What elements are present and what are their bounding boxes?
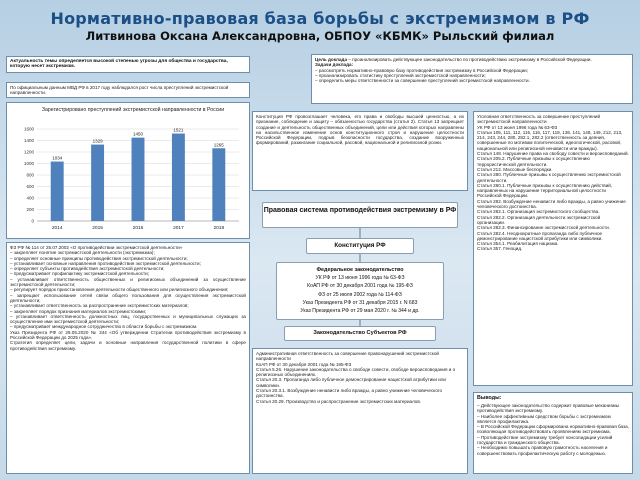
bar-value-label: 1265 (213, 142, 224, 148)
bar-2017 (172, 134, 185, 221)
subjects-law-node: Законодательство Субъектов РФ (284, 326, 436, 341)
federal-law-text: ФЗ РФ № 114 от 25.07.2002 «О противодействии экстремистской деятельности» – закрепляет понятие экстремистской деятельности (экстремизма); – определяет основные принципы противодействия экстремистской деятельности; – устанавливает основные направления противодействия экстремистской деятельности; – определяет субъекты противодействия экстремистской деятельности; – предусматривает профилактику экстремистской деятельности; – устанавливает ответственность общественных и религиозных объединений за осуществление экстремистской деятельности; – регулирует порядок приостановления деятельности общественного или религиозного объединения; – запрещает использование сетей связи общего пользования для осуществления экстремистской деятельности; – устанавливает ответственность за распространение экстремистских материалов; – закрепляет порядок признания материалов экстремистскими; – устанавливает ответственность должностных лиц, государственных и муниципальных служащих за осуществление ими экстремистской деятельности; – предусматривает международное сотрудничество в области борьбы с экстремизмом. Указ Президента РФ от 29.05.2020 № 344 «Об утверждении Стратегии противодействия экстремизму в Российской Федерации до 2025 года». Стратегия определяет цели, задачи и основные направления государственной политики в сфере противодействия экстремизму. (10, 245, 246, 351)
constitution-text: Конституция РФ провозглашает человека, его права и свободы высшей ценностью, а их признание, соблюдение и защиту – обязанностью государства (статья 2). Статья 13 запрещает создание и деятельность общественных объединений, цели или действия которых направлены на насильственное изменение основ конституционного строя и нарушение целостности Российской Федерации, подрыв безопасности государства, создание вооруженных формирований, разжигание социальной, расовой, национальной и религиозной розни. (256, 114, 464, 146)
criminal-liability-box (473, 111, 633, 386)
stats-note-box (6, 82, 250, 98)
criminal-liability-text: Уголовная ответственность за совершение преступлений экстремистской направленности УК РФ от 13 июня 1996 года № 63-ФЗ Статьи 105, 111, 112, 115, 116, 117, 119, 136, 141, 148, 149, 212, 213, 214, 243, 244, 280, 282.1, 282.2 (ответственность за деяния, совершенные по мотивам политической, идеологической, расовой, национальной или религиозной ненависти или вражды). Статья 148. Нарушение права на свободу совести и вероисповеданий. Статья 205.2. Публичные призывы к осуществлению террористической деятельности. Статья 212. Массовые беспорядки. Статья 280. Публичные призывы к осуществлению экстремистской деятельности. Статья 280.1. Публичные призывы к осуществлению действий, направленных на нарушение территориальной целостности Российской Федерации. Статья 282. Возбуждение ненависти либо вражды, а равно унижение человеческого достоинства. Статья 282.1. Организация экстремистского сообщества. Статья 282.2. Организация деятельности экстремистской организации. Статья 282.3. Финансирование экстремистской деятельности. Статья 282.4. Неоднократные пропаганда либо публичное демонстрирование нацистской атрибутики или символики. Статья 354.1. Реабилитация нацизма. Статья 357. Геноцид. (477, 114, 629, 252)
y-tick-label: 400 (26, 195, 34, 201)
constitution-node: Конституция РФ (306, 238, 414, 254)
federal-law-box (6, 242, 250, 474)
x-tick-label: 2014 (51, 226, 63, 231)
bar-value-label: 1450 (132, 131, 144, 137)
bar-value-label: 1521 (173, 127, 184, 133)
poster-subtitle: Литвинова Оксана Александровна, ОБПОУ «КБМК» Рыльский филиал (85, 29, 555, 43)
relevance-box (6, 56, 250, 73)
conclusions-text: – Действующее законодательство содержит правовые механизмы противодействия экстремизму. – Наиболее эффективным средством борьбы с экстремизмом является профилактика. – В Российской Федерации сформирована нормативно-правовая база, позволяющая противодействовать проявлениям экстремизма. – Противодействие экстремизму требует консолидации усилий государства и гражданского общества. – Необходимо повышать правовую грамотность населения и совершенствовать профилактическую работу с молодежью. (477, 403, 629, 456)
tasks-text: – рассмотреть нормативно-правовую базу противодействия экстремизму в Российской Федерации; – проанализировать статистику преступлений экстремистской направленности; – определить меры ответственности за совершение преступлений экстремистской направленности. (315, 67, 530, 84)
admin-liability-box (252, 348, 468, 474)
admin-liability-text: Административная ответственность за совершение правонарушений экстремистской направленности КоАП РФ от 30 декабря 2001 года № 195-ФЗ Статья 5.26. Нарушение законодательства о свободе совести, свободе вероисповедания и о религиозных объединениях. Статья 20.3. Пропаганда либо публичное демонстрирование нацистской атрибутики или символики. Статья 20.3.1. Возбуждение ненависти либо вражды, а равно унижение человеческого достоинства. Статья 20.29. Производство и распространение экстремистских материалов. (256, 351, 456, 404)
tasks-label: Задачи доклада: (315, 62, 354, 68)
bar-2016 (132, 138, 145, 221)
federal-law-list: УК РФ от 13 июня 1996 года № 63-ФЗ КоАП РФ от 30 декабря 2001 года № 195-ФЗ ФЗ от 25 июля 2002 года № 114-ФЗ Указ Президента РФ от 31 декабря 2015 г. N 683 Указ Президента РФ от 29 мая 2020 г. № 344 и др. (300, 275, 420, 315)
legal-system-head: Правовая система противодействия экстремизму в РФ (262, 202, 458, 228)
goals-box (311, 54, 633, 104)
y-tick-label: 1600 (23, 126, 34, 132)
conclusions-box (473, 392, 633, 474)
bar-2014 (51, 162, 64, 221)
poster-title: Нормативно-правовая база борьбы с экстремизмом в РФ (50, 9, 590, 28)
x-tick-label: 2018 (213, 226, 225, 231)
bar-value-label: 1329 (92, 138, 103, 144)
federal-law-node (276, 262, 444, 320)
chart-title: Зарегистрировано преступлений экстремистской направленности в России (41, 107, 225, 113)
x-tick-label: 2017 (173, 226, 184, 231)
constitution-box (252, 111, 468, 191)
relevance-text: Актуальность темы определяется высокой степенью угрозы для общества и государства, которую несет экстремизм. (10, 59, 228, 70)
goal-label: Цель доклада (315, 57, 348, 62)
y-tick-label: 600 (26, 184, 34, 189)
y-tick-label: 1400 (23, 138, 34, 143)
conclusions-label: Выводы: (477, 395, 502, 401)
x-tick-label: 2015 (92, 226, 103, 231)
stats-note-text: По официальным данным МВД РФ в 2017 году наблюдался рост числа преступлений экстремистской направленности. (10, 85, 229, 96)
y-tick-label: 1000 (23, 161, 34, 166)
chart-box (6, 102, 250, 239)
y-tick-label: 200 (26, 207, 34, 212)
crime-bar-chart (7, 103, 249, 238)
y-tick-label: 800 (26, 172, 34, 178)
goal-text: – проанализировать действующее законодательство по противодействию экстремизму в Российской Федерации. (348, 57, 592, 62)
bar-2015 (91, 145, 104, 221)
federal-law-title: Федеральное законодательство (316, 267, 404, 273)
y-tick-label: 0 (31, 218, 34, 224)
x-tick-label: 2016 (132, 226, 144, 231)
bar-value-label: 1034 (52, 155, 63, 161)
bar-2018 (212, 148, 225, 221)
y-tick-label: 1200 (23, 149, 34, 155)
